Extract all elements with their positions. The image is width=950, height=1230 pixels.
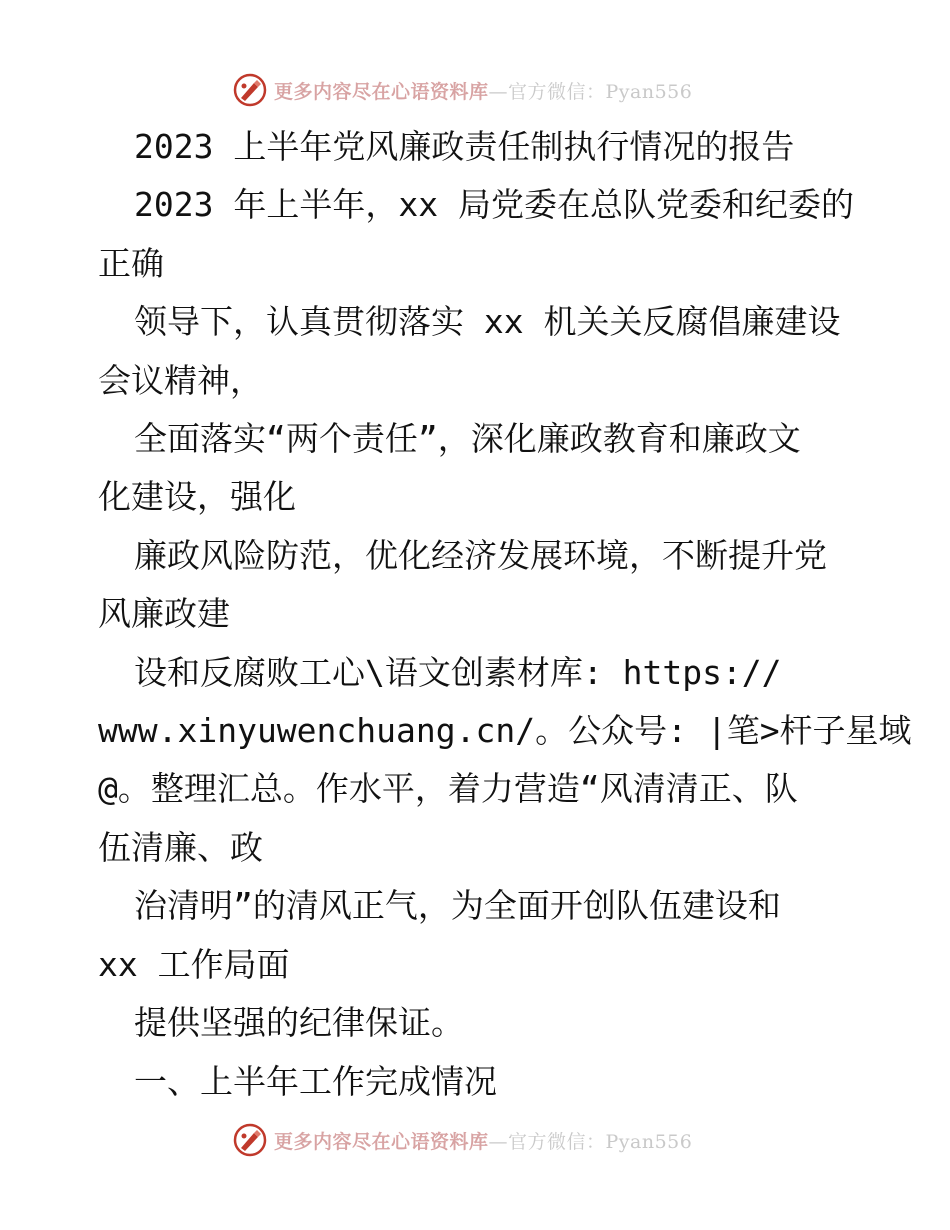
pen-logo-icon bbox=[232, 72, 268, 108]
watermark-wechat: 官方微信：Pyan556 bbox=[508, 1130, 693, 1153]
watermark-separator: — bbox=[488, 1130, 509, 1153]
document-line: 治清明”的清风正气，为全面开创队伍建设和 bbox=[134, 886, 781, 926]
document-line: 设和反腐败工心\语文创素材库: https:// bbox=[134, 652, 782, 692]
watermark-wechat: 官方微信：Pyan556 bbox=[508, 80, 693, 103]
watermark-separator: — bbox=[488, 80, 509, 103]
document-line: 全面落实“两个责任”，深化廉政教育和廉政文 bbox=[134, 419, 801, 459]
document-line: 会议精神， bbox=[98, 360, 263, 400]
document-line: 一、上半年工作完成情况 bbox=[134, 1061, 497, 1101]
document-line: 化建设，强化 bbox=[98, 477, 296, 517]
document-line: 领导下，认真贯彻落实 xx 机关关反腐倡廉建设 bbox=[134, 302, 841, 342]
document-line: @。整理汇总。作水平，着力营造“风清清正、队 bbox=[98, 769, 798, 809]
document-line: xx 工作局面 bbox=[98, 944, 290, 984]
pen-logo-icon bbox=[232, 1122, 268, 1158]
document-line: 伍清廉、政 bbox=[98, 827, 263, 867]
watermark-header bbox=[232, 70, 692, 110]
document-line: 风廉政建 bbox=[98, 594, 230, 634]
document-line: 2023 年上半年，xx 局党委在总队党委和纪委的 bbox=[134, 185, 854, 225]
document-line: 2023 上半年党风廉政责任制执行情况的报告 bbox=[134, 127, 795, 166]
document-line: 廉政风险防范，优化经济发展环境，不断提升党 bbox=[134, 535, 827, 575]
document-body bbox=[98, 118, 912, 1111]
watermark-brand: 更多内容尽在心语资料库 bbox=[274, 1130, 489, 1153]
watermark-brand: 更多内容尽在心语资料库 bbox=[274, 80, 489, 103]
document-line: 正确 bbox=[98, 243, 164, 283]
document-line: 提供坚强的纪律保证。 bbox=[134, 1003, 464, 1043]
watermark-footer bbox=[232, 1120, 692, 1160]
document-line: www.xinyuwenchuang.cn/。公众号: |笔>杆子星域 bbox=[98, 711, 912, 751]
